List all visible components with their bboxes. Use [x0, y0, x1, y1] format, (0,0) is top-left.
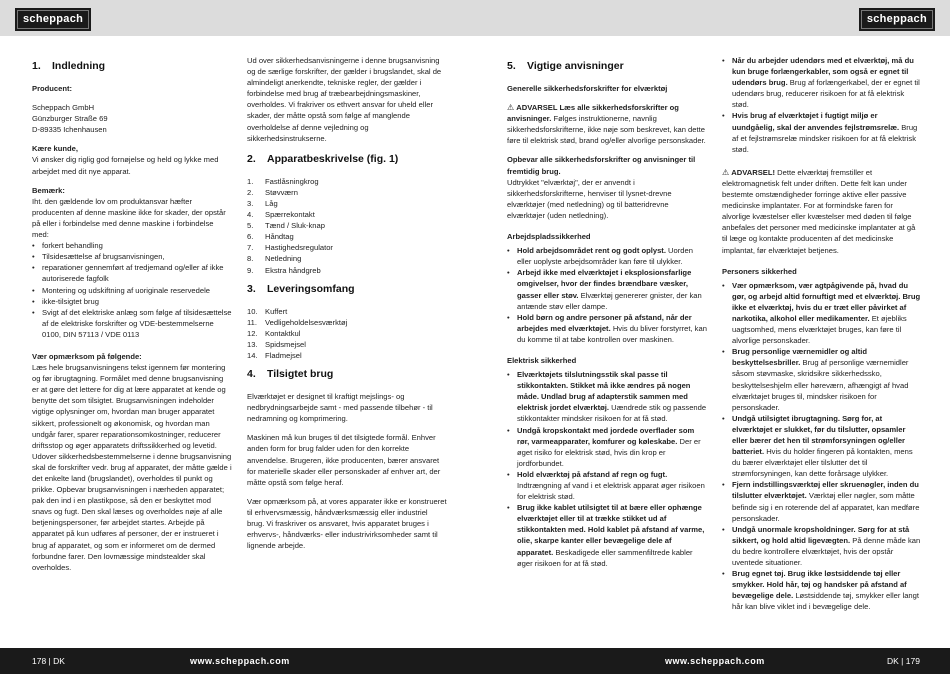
list-item: 3. Låg	[247, 198, 278, 208]
list-item: • Undgå utilsigtet ibrugtagning. Sørg for, at elværktøjet er slukket, før du tilslutter, opsamler eller bærer det hen til strømforsyningen og/eller batteriet. Hvis du holder fingeren på kontakten, mens du bærer elværktøjet eller tilslutter det til strømforsyningen, kan dette forårsage ulykker.	[722, 413, 922, 480]
section-heading-introduction: 1. Indledning	[32, 60, 106, 72]
list-item: 14. Fladmejsel	[247, 350, 302, 360]
list-item: • Hold børn og andre personer på afstand, når der arbejdes med elværktøjet. Hvis du bliver forstyrret, kan du komme til at tabe kontrollen over maskinen.	[507, 312, 707, 345]
keep-instructions-paragraph: Opbevar alle sikkerhedsforskrifter og anvisninger til fremtidig brug. Udtrykket "elværktøj", der er anvendt i sikkerhedsforskrifterne, henviser til lysnet-drevne elværktøjer (med netledning) og til batteridrevne elværktøjer (uden netledning).	[507, 155, 696, 220]
electrical-safety-list	[507, 369, 707, 569]
list-item: • ikke-tilsigtet brug	[32, 296, 232, 307]
list-item: • Brug personlige værnemidler og altid beskyttelsesbriller. Brug af personlige værnemidler såsom støvmaske, skridsikre sikkerhedssko, beskyttelseshjelm eller høreværn, afhængigt af hvad elværktøjet bruges til, mindsker risikoen for personskader.	[722, 346, 922, 413]
brand-logo-left: scheppach	[15, 8, 91, 31]
general-safety-heading: Generelle sikkerhedsforskrifter for elværktøj	[507, 84, 668, 93]
list-item: 7. Hastighedsregulator	[247, 243, 333, 253]
list-item: 13. Spidsmejsel	[247, 339, 306, 349]
list-item: • Montering og udskiftning af uoriginale reservedele	[32, 285, 232, 296]
page-number-right: DK | 179	[887, 656, 920, 666]
list-item: • Undgå unormale kropsholdninger. Sørg for at stå sikkert, og hold altid ligevægten. På denne måde kan du bedre kontrollere elværktøjet, hvis der opstår uventede situationer.	[722, 524, 922, 568]
column-1	[32, 55, 232, 581]
intro-paragraph: Ud over sikkerhedsanvisningerne i denne brugsanvisning og de særlige forskrifter, der gælder i brugslandet, skal de almindeligt anerkendte, tekniske regler, der gælder i forbindelse med brug af træbearbejdningsmaskiner, overholdes. Vi frakriver os ethvert ansvar for uheld eller skader, der måtte opstå som følge af manglende overholdelse af denne vejledning og sikkerhedsinstrukserne.	[247, 56, 442, 143]
footer-bar	[0, 648, 950, 674]
liability-list	[32, 240, 232, 340]
list-item: • Brug ikke kablet utilsigtet til at bære eller ophænge elværktøjet eller til at trække stikket ud af stikkontakten med. Hold kablet på afstand af varme, olie, skarpe kanter eller bevægelige dele af apparatet. Beskadigede eller sammenfiltrede kabler øger risikoen for at få stød.	[507, 502, 707, 569]
list-item: • Arbejd ikke med elværktøjet i eksplosionsfarlige omgivelser, hvor der findes brændbare væsker, gasser eller støv. Elværktøj genererer gnister, der kan antænde støv eller dampe.	[507, 267, 707, 311]
producer-label: Producent:	[32, 84, 73, 93]
note-paragraph: Bemærk: Iht. den gældende lov om produktansvar hæfter producenten af denne maskine ikke for skader, der opstår på eller i forbindelse med denne maskine i forbindelse med:	[32, 185, 226, 240]
list-item: • Svigt af det elektriske anlæg som følge af tilsidesættelse af de elektriske forskrifter og VDE-bestemmelserne 0100, DIN 57113 / VDE 0113	[32, 307, 232, 340]
list-item: • forkert behandling	[32, 240, 232, 251]
list-item: 1. Fastlåsningkrog	[247, 176, 319, 186]
workplace-safety-heading: Arbejdspladssikkerhed	[507, 232, 591, 242]
list-item: 5. Tænd / Sluk-knap	[247, 221, 325, 231]
list-item: • Hold elværktøj på afstand af regn og fugt. Indtrængning af vand i et elektrisk apparat øger risikoen for elektrisk stød.	[507, 469, 707, 502]
section-heading-supply: 3. Leveringsomfang	[247, 282, 355, 295]
producer-address: Scheppach GmbH Günzburger Straße 69 D-89335 Ichenhausen	[32, 103, 108, 135]
list-item: • Når du arbejder udendørs med et elværktøj, må du kun bruge forlængerkabler, som også er egnet til udendørs brug. Brug af forlængerkabel, der er egnet til udendørs brug, reducerer risikoen for at få elektrisk stød.	[722, 55, 922, 110]
list-item: • Hold arbejdsområdet rent og godt oplyst. Uorden eller uoplyste arbejdsområder kan føre til ulykker.	[507, 245, 707, 267]
warning-icon: ⚠	[507, 103, 515, 113]
personal-safety-heading: Personers sikkerhed	[722, 266, 797, 276]
list-item: • Undgå kropskontakt med jordede overflader som rør, varmeapparater, komfurer og køleskabe. Der er øget risiko for elektrisk stød, hvis din krop er jordforbundet.	[507, 425, 707, 469]
section-heading-intended-use: 4. Tilsigtet brug	[247, 368, 334, 381]
brand-logo-right: scheppach	[859, 8, 935, 31]
list-item: • Fjern indstillingsværktøj eller skruenøgler, inden du tilslutter elværktøjet. Værktøj eller nøgler, som måtte befinde sig i en roterende del af apparatet, kan medføre personskader.	[722, 479, 922, 523]
parts-list	[247, 176, 447, 276]
list-item: • reparationer gennemført af tredjemand og/eller af ikke autoriserede fagfolk	[32, 262, 232, 284]
list-item: 10. Kuffert	[247, 306, 288, 316]
attention-paragraph: Vær opmærksom på følgende: Læs hele brugsanvisningens tekst igennem før montering og før ibrugtagning. Formålet med denne brugsanvisning er at gøre det lettere for dig at lære apparatet at kende og benytte det som tilsigtet. Brugsanvisningen indeholder vigtige oplysninger om, hvordan man bruger apparatet sikkert, professionelt og økonomisk, og hvordan man undgår farer, sparer reparationsomkostninger, reducerer driftsstop og øger apparatets driftssikkerhed og levetid. Udover sikkerhedsbestemmelserne i denne brugsanvisning skal de forskrifter vedr. brug af apparatet, der måtte gælde i det enkelte land (brugslandet), overholdes til punkt og prikke. Opbevar brugsanvisningen i nærheden apparatet; pak den ind i en plastikpose, så den er beskyttet mod snavs og fugt. Den skal læses og overholdes nøje af alle betjeningspersoner, før arbejdet startes. Arbejde på apparatet på kun udføres af personer, der er instrueret i brug af apparatet, og som er informeret om de dermed forbundne farer. Den lovmæssige mindstealder skal overholdes.	[32, 351, 232, 572]
list-item: 11. Vedligeholdelsesværktøj	[247, 317, 348, 327]
warning-icon: ⚠	[722, 167, 730, 177]
header-bar	[0, 0, 950, 36]
intended-use-paragraph: Elværktøjet er designet til kraftigt mejslings- og nedbrydningsarbejde samt - med passende tilbehør - til nedramning og komprimering.	[247, 392, 433, 424]
list-item: 4. Spærrekontakt	[247, 210, 315, 220]
list-item: 12. Kontaktkul	[247, 328, 301, 338]
list-item: • Hvis brug af elværktøjet i fugtigt miljø er uundgåelig, skal der anvendes fejlstrømsrelæ. Brug af et fejlstrømsrelæ mindsker risikoen for at få elektrisk stød.	[722, 110, 922, 154]
emf-warning-paragraph: ⚠ ADVARSEL! Dette elværktøj fremstiller et elektromagnetisk felt under driften. Dette felt kan under bestemte omstændigheder forringe aktive eller passive medicinske implantater. For at formindske faren for alvorlige kvæstelser eller kvæstelser med døden til følge anbefales det personer med medicinske implantater at gå til læge og kontakte producenten af det medicinske implantat, før elværktøjet betjenes.	[722, 167, 916, 255]
supply-list	[247, 306, 447, 361]
list-item: 6. Håndtag	[247, 232, 294, 242]
personal-safety-list	[722, 280, 922, 613]
outdoor-safety-list	[722, 55, 922, 155]
website-link-left[interactable]: www.scheppach.com	[190, 656, 290, 666]
column-3	[507, 55, 707, 577]
list-item: 8. Netledning	[247, 254, 302, 264]
page-number-left: 178 | DK	[32, 656, 65, 666]
workplace-safety-list	[507, 245, 707, 345]
list-item: 2. Støvværn	[247, 187, 298, 197]
customer-greeting: Kære kunde, Vi ønsker dig riglig god fornøjelse og held og lykke med arbejdet med dit nye apparat.	[32, 144, 219, 176]
list-item: 9. Ekstra håndgreb	[247, 265, 321, 275]
section-heading-description: 2. Apparatbeskrivelse (fig. 1)	[247, 152, 399, 165]
intended-use-paragraph: Maskinen må kun bruges til det tilsigtede formål. Enhver anden form for brug falder uden for den korrekte anvendelse. Brugeren, ikke producenten, bærer ansvaret for materielle skader eller personskader af enhver art, der måtte opstå som følge heraf.	[247, 433, 441, 487]
section-heading-important: 5. Vigtige anvisninger	[507, 60, 624, 72]
website-link-right[interactable]: www.scheppach.com	[665, 656, 765, 666]
column-4	[722, 55, 922, 621]
warning-paragraph: ⚠ ADVARSEL Læs alle sikkerhedsforskrifter og anvisninger. Følges instruktionerne, navnlig sikkerhedsforskrifterne, ikke nøje som beskrevet, kan dette føre til elektrisk stød, brand og/eller alvorlige personskader.	[507, 103, 706, 146]
intended-use-paragraph: Vær opmærksom på, at vores apparater ikke er konstrueret til erhvervsmæssig, håndværksmæssig eller industriel brug. Vi fraskriver os ansvaret, hvis apparatet bruges i erhvervs-, håndværks- eller industrivirksomheder samt til lignende arbejde.	[247, 496, 447, 551]
list-item: • Brug egnet tøj. Brug ikke løstsiddende tøj eller smykker. Hold hår, tøj og handsker på afstand af bevægelige dele. Løstsiddende tøj, smykker eller langt hår kan blive viklet ind i bevægelige dele.	[722, 568, 922, 612]
list-item: • Tilsidesættelse af brugsanvisningen,	[32, 251, 232, 262]
list-item: • Vær opmærksom, vær agtpågivende på, hvad du gør, og arbejd altid fornuftigt med et elværktøj. Brug ikke et elværktøj, hvis du er træt eller påvirket af narkotika, alkohol eller medikamenter. Et øjebliks uagtsomhed, mens elværktøjet bruges, kan føre til alvorlige personskader.	[722, 280, 922, 347]
electrical-safety-heading: Elektrisk sikkerhed	[507, 355, 577, 365]
column-2	[247, 55, 447, 559]
list-item: • Elværktøjets tilslutningsstik skal passe til stikkontakten. Stikket må ikke ændres på nogen måde. Undlad brug af adapterstik sammen med elektrisk jordet elværktøj. Uændrede stik og passende stikkontakter mindsker risikoen for at få stød.	[507, 369, 707, 424]
